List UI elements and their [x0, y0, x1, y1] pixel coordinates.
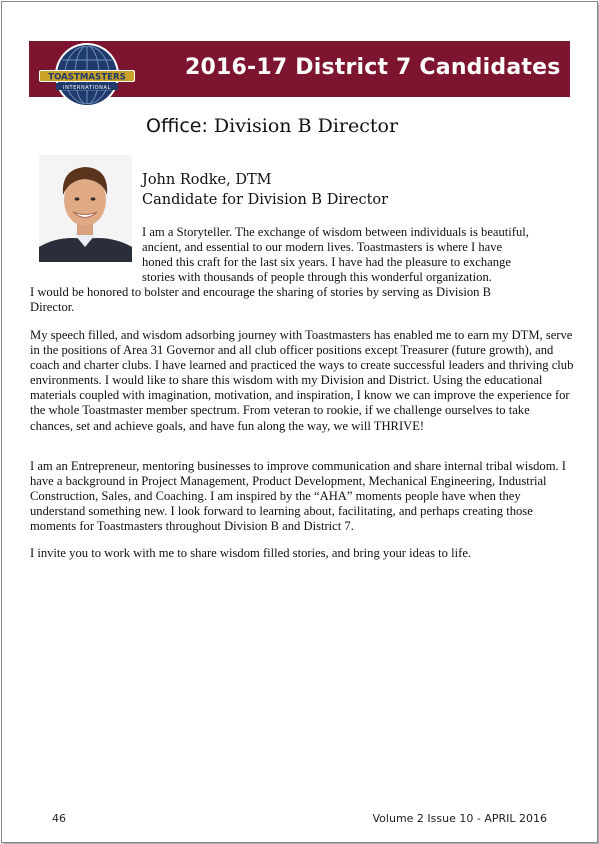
bio-paragraph-2: My speech filled, and wisdom adsorbing journey with Toastmasters has enabled me to earn my DTM, serve in the positions of Area 31 Governor and all club officer positions except Treasurer (future growth), and coach and charter clubs. I have learned and practiced the ways to create successful leaders and thriving club environments. I would like to share this wisdom with my Division and District. Using the educational materials coupled with imagination, motivation, and inspiration, I know we can improve the experience for the whole Toastmaster member spectrum. From veteran to rookie, if we challenge ourselves to take chances, set and achieve goals, and have fun along the way, we will THRIVE!	[30, 328, 574, 433]
logo-text-top: TOASTMASTERS	[48, 72, 126, 83]
bio-line: honed this craft for the last six years. I have had the pleasure to exchange	[142, 255, 511, 270]
page-number: 46	[52, 812, 66, 825]
bio-line: I would be honored to bolster and encourage the sharing of stories by serving as Division B	[30, 285, 491, 300]
issue-info: Volume 2 Issue 10 - APRIL 2016	[372, 812, 547, 825]
bio-line: I am a Storyteller. The exchange of wisdom between individuals is beautiful,	[142, 225, 529, 239]
office-value: Division B Director	[213, 115, 399, 137]
office-label: Office:	[146, 115, 208, 137]
bio-line: Director.	[30, 300, 75, 315]
bio-paragraph-3: I am an Entrepreneur, mentoring businesses to improve communication and share internal tribal wisdom. I have a background in Project Management, Product Development, Mechanical Engineering, Industrial Construction, Sales, and Coaching. I am inspired by the “AHA” moments people have when they understand something new. I look forward to learning about, facilitating, and perhaps creating those moments for Toastmasters throughout Division B and District 7.	[30, 459, 566, 534]
bio-paragraph-4: I invite you to work with me to share wisdom filled stories, and bring your ideas to life.	[30, 546, 472, 560]
bio-line: ancient, and essential to our modern lives. Toastmasters is where I have	[142, 240, 503, 255]
office-heading	[146, 115, 398, 137]
candidate-name: John Rodke, DTM	[142, 172, 272, 188]
banner-title: 2016-17 District 7 Candidates	[185, 55, 561, 80]
toastmasters-logo	[36, 40, 138, 108]
bio-line: stories with thousands of people through this wonderful organization.	[142, 270, 492, 285]
logo-text-bottom: INTERNATIONAL	[63, 84, 111, 91]
candidate-role: Candidate for Division B Director	[142, 192, 389, 208]
bio-paragraph-1	[30, 225, 575, 316]
